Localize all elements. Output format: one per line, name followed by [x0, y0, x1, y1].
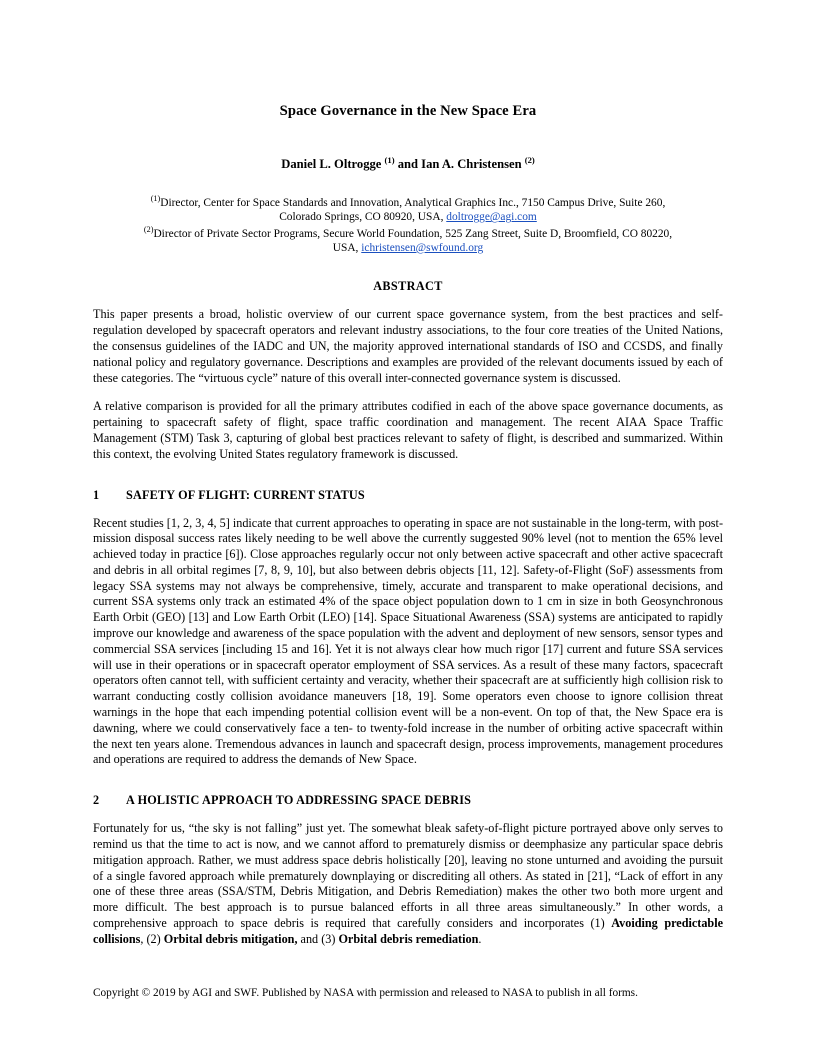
- section-2-text-part-2: , (2): [140, 931, 164, 946]
- author-list: [93, 121, 723, 172]
- abstract-heading: ABSTRACT: [373, 279, 443, 294]
- affiliation-two: [93, 225, 723, 241]
- abstract-paragraph-1: This paper presents a broad, holistic overview of our current space governance system, from the best practices and self-regulation developed by spacecraft operators and relevant industry associations, to the four core treaties of the United Nations, the consensus guidelines of the IADC and UN, the majority approved international standards of ISO and CCSDS, and finally national policy and regulatory governance. Descriptions and examples are provided of the relevant documents issued by each of these categories. The “virtuous cycle” nature of this overall inter-connected governance system is discussed.: [93, 307, 723, 385]
- abstract-paragraph-2: A relative comparison is provided for all the primary attributes codified in each of the above space governance documents, as pertaining to spacecraft safety of flight, space traffic coordination and management. The recent AIAA Space Traffic Management (STM) Task 3, capturing of global best practices relevant to safety of flight, is described and summarized. Within this context, the evolving United States regulatory framework is discussed.: [93, 399, 723, 461]
- section-title-2: A HOLISTIC APPROACH TO ADDRESSING SPACE DEBRIS: [126, 793, 472, 808]
- section-heading-2: [93, 768, 723, 808]
- emphasis-debris-remediation: Orbital debris remediation: [338, 931, 479, 946]
- section-heading-1: [93, 463, 723, 503]
- page-content: [93, 0, 723, 948]
- affiliation-one: [93, 194, 723, 210]
- affiliation-one-text: Director, Center for Space Standards and Innovation, Analytical Graphics Inc., 7150 Campus Drive, Suite 260,: [160, 196, 666, 209]
- author-names-prefix: Daniel L. Oltrogge: [281, 156, 385, 171]
- page-title: Space Governance in the New Space Era: [279, 103, 537, 119]
- email-link-oltrogge[interactable]: doltrogge@agi.com: [446, 211, 537, 224]
- section-1-paragraph: Recent studies [1, 2, 3, 4, 5] indicate that current approaches to operating in space are not sustainable in the long-term, with post-mission disposal success rates likely needing to be well above the currently suggested 90% level (not to mention the 65% level achieved today in practice [6]). Close approaches regularly occur not only between active spacecraft and other active spacecraft and debris in all orbital regimes [7, 8, 9, 10], but also between debris objects [11, 12]. Safety-of-Flight (SoF) assessments from legacy SSA systems may not always be comprehensive, timely, accurate and transparent to make operational decisions, and current SSA systems only track an estimated 4% of the space object population down to 1 cm in size in both Geosynchronous Earth Orbit (GEO) [13] and Low Earth Orbit (LEO) [14]. Space Situational Awareness (SSA) systems are anticipated to rapidly improve our knowledge and awareness of the space population with the advent and deployment of new sensors, sensor types and commercial SSA services [including 15 and 16]. Yet it is not always clear how much rigor [17] current and future SSA services will use in their operations or in spacecraft operator employment of SSA services. As a result of these many factors, spacecraft operators often cannot tell, with sufficient certainty and veracity, whether their spacecraft are at sufficiently high collision risk to warrant conducting costly collision avoidance maneuvers [18, 19]. Some operators even choose to ignore collision threat warnings in the hope that each impending potential collision event will be a non-event. On top of that, the New Space era is dawning, where we could conservatively face a ten- to twenty-fold increase in the number of orbiting active spacecraft within the next ten years alone. Tremendous advances in launch and spacecraft design, process improvements, management procedures and operations are required to address the demands of New Space.: [93, 515, 723, 767]
- affiliation-two-country: USA,: [332, 241, 362, 254]
- copyright-footer: Copyright © 2019 by AGI and SWF. Published by NASA with permission and released to NASA to publish in all forms.: [93, 987, 638, 999]
- affiliation-one-contact: [93, 210, 723, 224]
- emphasis-debris-mitigation: Orbital debris mitigation,: [163, 931, 298, 946]
- affiliation-one-city: Colorado Springs, CO 80920, USA,: [279, 211, 447, 224]
- emphasis-avoiding-collisions: Avoiding predictable collisions: [93, 916, 723, 946]
- section-title-1: SAFETY OF FLIGHT: CURRENT STATUS: [126, 487, 365, 502]
- affiliation-two-marker: (2): [143, 224, 154, 234]
- section-number-2: 2: [93, 793, 100, 808]
- section-2-text-part-1: Fortunately for us, “the sky is not falling” just yet. The somewhat bleak safety-of-flight picture portrayed above only serves to remind us that the time to act is now, and we cannot afford to prematurely dismiss or deemphasize any particular space debris mitigation approach. Rather, we must address space debris holistically [20], leaving no stone unturned and avoiding the pursuit of a single favored approach while prematurely downplaying or discrediting all others. As stated in [21], “Lack of effort in any one of these three areas (SSA/STM, Debris Mitigation, and Debris Remediation) makes the other two both more urgent and more difficult. The best approach is to pursue balanced efforts in all three areas simultaneously.” In other words, a comprehensive approach to space debris is required that carefully considers and incorporates (1): [93, 821, 723, 931]
- author-two-affiliation-marker: (2): [524, 154, 535, 165]
- section-number-1: 1: [93, 487, 100, 502]
- email-link-christensen[interactable]: ichristensen@swfound.org: [361, 241, 484, 254]
- affiliation-block: [93, 172, 723, 256]
- affiliation-two-text: Director of Private Sector Programs, Secure World Foundation, 525 Zang Street, Suite D, Broomfield, CO 80220,: [153, 227, 673, 240]
- section-2-paragraph: [93, 808, 723, 947]
- author-one-affiliation-marker: (1): [384, 154, 395, 165]
- section-2-text-part-4: .: [478, 931, 482, 946]
- author-names-middle: and Ian A. Christensen: [394, 156, 525, 171]
- affiliation-two-contact: [93, 241, 723, 255]
- affiliation-one-marker: (1): [150, 193, 161, 203]
- section-2-text-part-3: and (3): [297, 931, 339, 946]
